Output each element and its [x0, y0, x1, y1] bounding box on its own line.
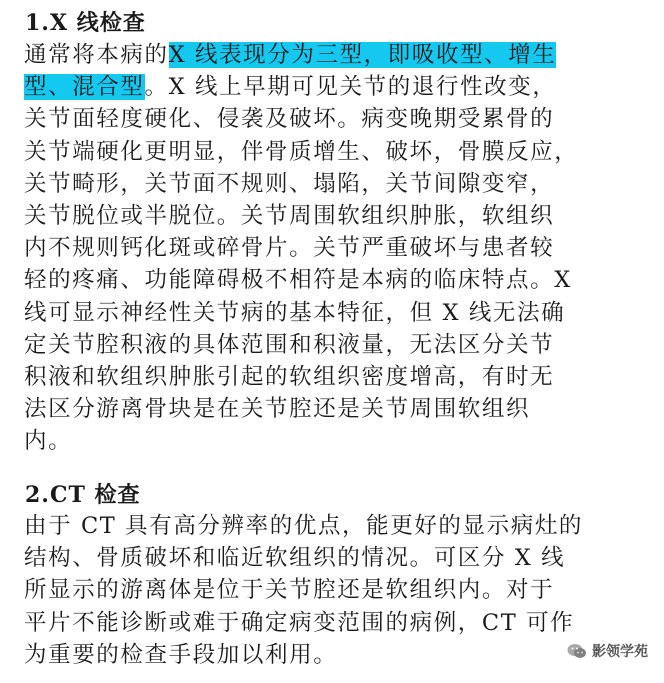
text-segment: 。X 线上早期可见关节的退行性改变， — [144, 74, 557, 101]
text-line — [24, 264, 654, 296]
text-line — [24, 510, 654, 542]
text-segment: 关节面轻度硬化、侵袭及破坏。病变晚期受累骨的 — [24, 106, 555, 133]
text-segment: 关节脱位或半脱位。关节周围软组织肿胀，软组织 — [24, 202, 555, 229]
text-line — [24, 393, 654, 425]
text-line — [24, 232, 654, 264]
section-2-heading: 2.CT 检查 — [25, 482, 141, 508]
text-segment: 线可显示神经性关节病的基本特征，但 X 线无法确 — [24, 299, 566, 326]
wechat-icon — [567, 643, 587, 659]
text-segment: 由于 CT 具有高分辨率的优点，能更好的显示病灶的 — [24, 513, 584, 539]
text-segment: 轻的疼痛、功能障碍极不相符是本病的临床特点。X — [24, 267, 572, 294]
section-1-paragraph — [24, 39, 654, 457]
text-line — [24, 39, 654, 71]
text-segment: 关节端硬化更明显，伴骨质增生、破坏，骨膜反应， — [24, 138, 579, 165]
section-1-heading: 1.X 线检查 — [25, 10, 146, 36]
text-line — [24, 361, 654, 393]
text-segment: 所显示的游离体是位于关节腔还是软组织内。对于 — [24, 577, 555, 604]
text-line — [24, 574, 654, 606]
text-line — [24, 103, 654, 135]
text-segment: 定关节腔积液的具体范围和积液量，无法区分关节 — [24, 331, 555, 358]
text-line — [24, 297, 654, 329]
text-segment: 为重要的检查手段加以利用。 — [24, 641, 338, 668]
watermark — [567, 641, 648, 661]
text-segment: 积液和软组织肿胀引起的软组织密度增高，有时无 — [24, 363, 555, 390]
text-line — [24, 607, 654, 639]
text-line — [24, 168, 654, 200]
text-line — [24, 329, 654, 361]
text-line — [24, 425, 654, 457]
highlighted-text: 型、混合型 — [24, 74, 145, 101]
text-segment: 通常将本病的 — [24, 42, 169, 68]
section-2-paragraph — [24, 510, 654, 671]
text-segment: 法区分游离骨块是在关节腔还是关节周围软组织 — [24, 396, 531, 423]
text-segment: 内不规则钙化斑或碎骨片。关节严重破坏与患者较 — [24, 235, 555, 262]
text-line — [24, 639, 654, 671]
text-line — [24, 136, 654, 168]
text-segment: 平片不能诊断或难于确定病变范围的病例，CT 可作 — [24, 609, 575, 636]
highlighted-text: X 线表现分为三型，即吸收型、增生 — [168, 42, 557, 68]
text-line — [24, 200, 654, 232]
watermark-text: 影领学苑 — [592, 644, 648, 660]
text-line — [24, 71, 654, 103]
text-segment: 结构、骨质破坏和临近软组织的情况。可区分 X 线 — [24, 545, 566, 572]
text-segment: 内。 — [24, 428, 73, 455]
text-line — [24, 542, 654, 574]
text-segment: 关节畸形，关节面不规则、塌陷，关节间隙变窄， — [24, 170, 555, 197]
